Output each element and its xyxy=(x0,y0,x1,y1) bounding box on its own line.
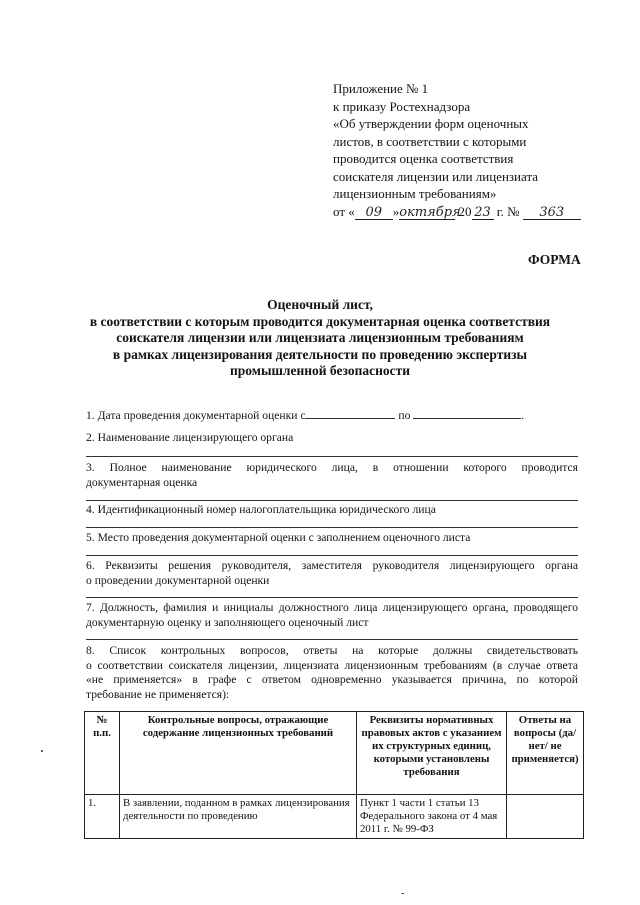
title-line: промышленной безопасности xyxy=(229,363,411,378)
item-6-decision-requisites: 6. Реквизиты решения руководителя, заместителя руководителя лицензирующего органа о проведении документарной оценки xyxy=(86,559,578,587)
row-number: 1. xyxy=(85,795,120,839)
order-year: 23 xyxy=(472,206,494,220)
legal-entity-field[interactable] xyxy=(86,500,578,501)
decision-requisites-field[interactable] xyxy=(86,597,578,598)
date-from-field[interactable] xyxy=(305,408,395,419)
appendix-block xyxy=(333,80,613,220)
item-8-checklist-intro: 8. Список контрольных вопросов, ответы на которые должны свидетельствовать о соответствии соискателя лицензии, лицензиата лицензионным требованиям (в случае ответа «не применяется» в графе с ответом одновременно указывается причина, по которой требование не применяется): xyxy=(86,644,578,701)
document-title xyxy=(60,297,580,380)
official-field[interactable] xyxy=(86,639,578,640)
appendix-line: соискателя лицензии или лицензиата xyxy=(333,168,539,184)
appendix-line: листов, в соответствии с которыми xyxy=(333,133,527,149)
appendix-line: Приложение № 1 xyxy=(333,81,429,96)
row-question: В заявлении, поданном в рамках лицензирования деятельности по проведению xyxy=(120,795,357,839)
order-day: 09 xyxy=(355,206,393,220)
item-3-legal-entity: 3. Полное наименование юридического лица, в отношении которого проводится документарная оценка xyxy=(86,461,578,489)
row-answer-cell[interactable] xyxy=(507,795,584,839)
appendix-line: «Об утверждении форм оценочных xyxy=(333,116,529,131)
item-2-licensing-authority: 2. Наименование лицензирующего органа xyxy=(86,431,294,444)
table-header-row xyxy=(85,712,584,795)
scan-speck xyxy=(41,750,43,752)
order-number: 363 xyxy=(523,206,581,220)
page-footer-mark: - xyxy=(401,888,405,899)
header-requisites: Реквизиты нормативных правовых актов с указанием их структурных единиц, которыми установлены требования xyxy=(357,712,507,795)
header-question: Контрольные вопросы, отражающие содержание лицензионных требований xyxy=(120,712,357,795)
table-row xyxy=(85,795,584,839)
title-line: Оценочный лист, xyxy=(267,297,373,312)
appendix-line: к приказу Ростехнадзора xyxy=(333,98,471,114)
inspection-place-field[interactable] xyxy=(86,555,578,556)
item-5-inspection-place: 5. Место проведения документарной оценки с заполнением оценочного листа xyxy=(86,531,471,544)
header-number: № п.п. xyxy=(85,712,120,795)
item-7-official: 7. Должность, фамилия и инициалы должностного лица лицензирующего органа, проводящего документарную оценку и заполняющего оценочный лист xyxy=(86,601,578,629)
row-requisites: Пункт 1 части 1 статьи 13 Федерального закона от 4 мая 2011 г. № 99-ФЗ xyxy=(357,795,507,839)
order-date-line: от « 09 »октября 20 23 г. № 363 xyxy=(333,203,613,221)
item-1-inspection-date: 1. Дата проведения документарной оценки с по . xyxy=(86,409,525,422)
licensing-authority-field[interactable] xyxy=(86,456,578,457)
appendix-line: проводится оценка соответствия xyxy=(333,151,514,166)
header-answer: Ответы на вопросы (да/нет/ не применяется) xyxy=(507,712,584,795)
title-line: в рамках лицензирования деятельности по проведению экспертизы xyxy=(112,346,528,362)
appendix-line: лицензионным требованиям» xyxy=(333,186,497,201)
date-to-field[interactable] xyxy=(413,408,521,419)
order-month: октября xyxy=(399,204,461,220)
checklist-table xyxy=(84,711,584,839)
title-line: в соответствии с которым проводится документарная оценка соответствия xyxy=(89,313,551,329)
item-4-inn: 4. Идентификационный номер налогоплательщика юридического лица xyxy=(86,503,436,516)
inn-field[interactable] xyxy=(86,527,578,528)
title-line: соискателя лицензии или лицензиата лицензионным требованиям xyxy=(116,330,524,345)
form-label: ФОРМА xyxy=(528,252,581,267)
